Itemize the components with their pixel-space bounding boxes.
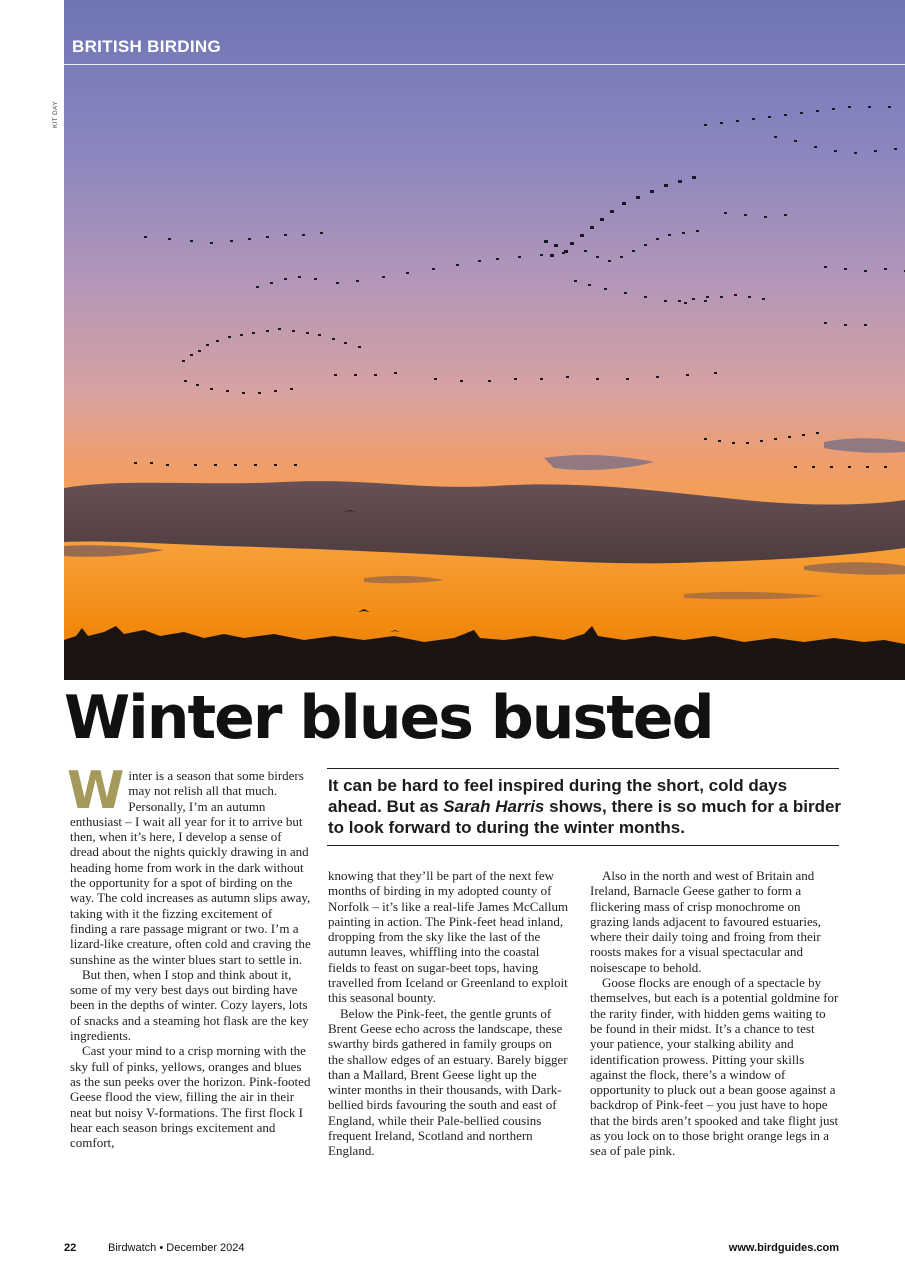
sunset-geese-image — [64, 0, 905, 680]
page-number: 22 — [64, 1242, 77, 1254]
paragraph: Also in the north and west of Britain and Ireland, Barnacle Geese gather to form a flickering mass of crisp monochrome on grazing lands adjacent to favoured estuaries, where their daily toing and froing from their roosts makes for a visual spectacular and noisescape to behold. — [590, 868, 822, 975]
body-column-3 — [590, 868, 840, 1159]
body-column-1 — [67, 761, 312, 1151]
paragraph-text: inter is a season that some birders may not relish all that much. Personally, I’m an autumn enthusiast – I wait all year for it to arrive but then, when it’s here, I develop a sense of dread about the nights quickly drawing in and heading home from work in the dark without the opportunity for a spot of birding on the way. The cold increases as autumn slips away, taking with it the fizzing excitement of finding a rare passage migrant or two. I’m a lizard-like creature, often cold and craving the sunshine as the winter blues start to settle in. — [70, 768, 311, 967]
standfirst-rule-top — [327, 768, 839, 769]
article-headline: Winter blues busted — [64, 683, 713, 753]
drop-cap: W — [67, 761, 125, 821]
hero-photo — [64, 0, 905, 680]
standfirst-text-after: shows, there is so much for a birder to look forward to during the winter months. — [328, 797, 842, 837]
paragraph: knowing that they’ll be part of the next few months of birding in my adopted county of Norfolk – it’s like a real-life James McCallum painting in action. The Pink-feet head inland, dropping from the sky like the last of the autumn leaves, whiffling into the coastal fields to feast on sugar-beet tops, having travelled from Iceland or Greenland to exploit this seasonal bounty. — [328, 868, 569, 1006]
paragraph: Below the Pink-feet, the gentle grunts of Brent Geese echo across the landscape, these swarthy birds gathered in family groups on the shallow edges of an estuary. Barely bigger than a Mallard, Brent Geese light up the winter months in their thousands, with Dark-bellied birds favouring the south and east of England, while their Pale-bellied cousins frequent Ireland, Scotland and northern England. — [328, 1005, 568, 1159]
standfirst — [328, 775, 842, 838]
publication-issue: Birdwatch • December 2024 — [108, 1242, 245, 1254]
section-label: BRITISH BIRDING — [72, 37, 221, 56]
author-name: Sarah Harris — [443, 797, 545, 816]
paragraph: Goose flocks are enough of a spectacle by themselves, but each is a potential goldmine for the rarity finder, with hidden gems waiting to be found in their midst. It’s a chance to test your patience, your stalking ability and identification prowess. Pitting your skills against the flock, there’s a window of opportunity to pluck out a bean goose against a backdrop of Pink-feet – you just have to hope that the birds aren’t spooked and take flight just as you lock on to those bright orange legs in a sea of pale pink. — [590, 975, 839, 1159]
standfirst-rule-bottom — [327, 845, 839, 846]
paragraph: But then, when I stop and think about it, some of my very best days out birding have been in the depths of winter. Cozy layers, lots of snacks and a steaming hot flask are the key ingredients. — [70, 966, 309, 1044]
photo-credit: KIT DAY — [52, 101, 59, 128]
body-column-2 — [328, 868, 570, 1159]
website-link[interactable]: www.birdguides.com — [728, 1242, 839, 1254]
paragraph — [67, 761, 312, 967]
standfirst-text-before: It can be hard to feel inspired during the short, cold days ahead. But as — [328, 776, 788, 816]
section-divider — [64, 64, 905, 65]
paragraph: Cast your mind to a crisp morning with the sky full of pinks, yellows, oranges and blues as the sun peeks over the horizon. Pink-footed Geese flood the view, filling the air in their neat but noisy V-formations. The first flock I hear each season brings excitement and comfort, — [70, 1043, 311, 1151]
